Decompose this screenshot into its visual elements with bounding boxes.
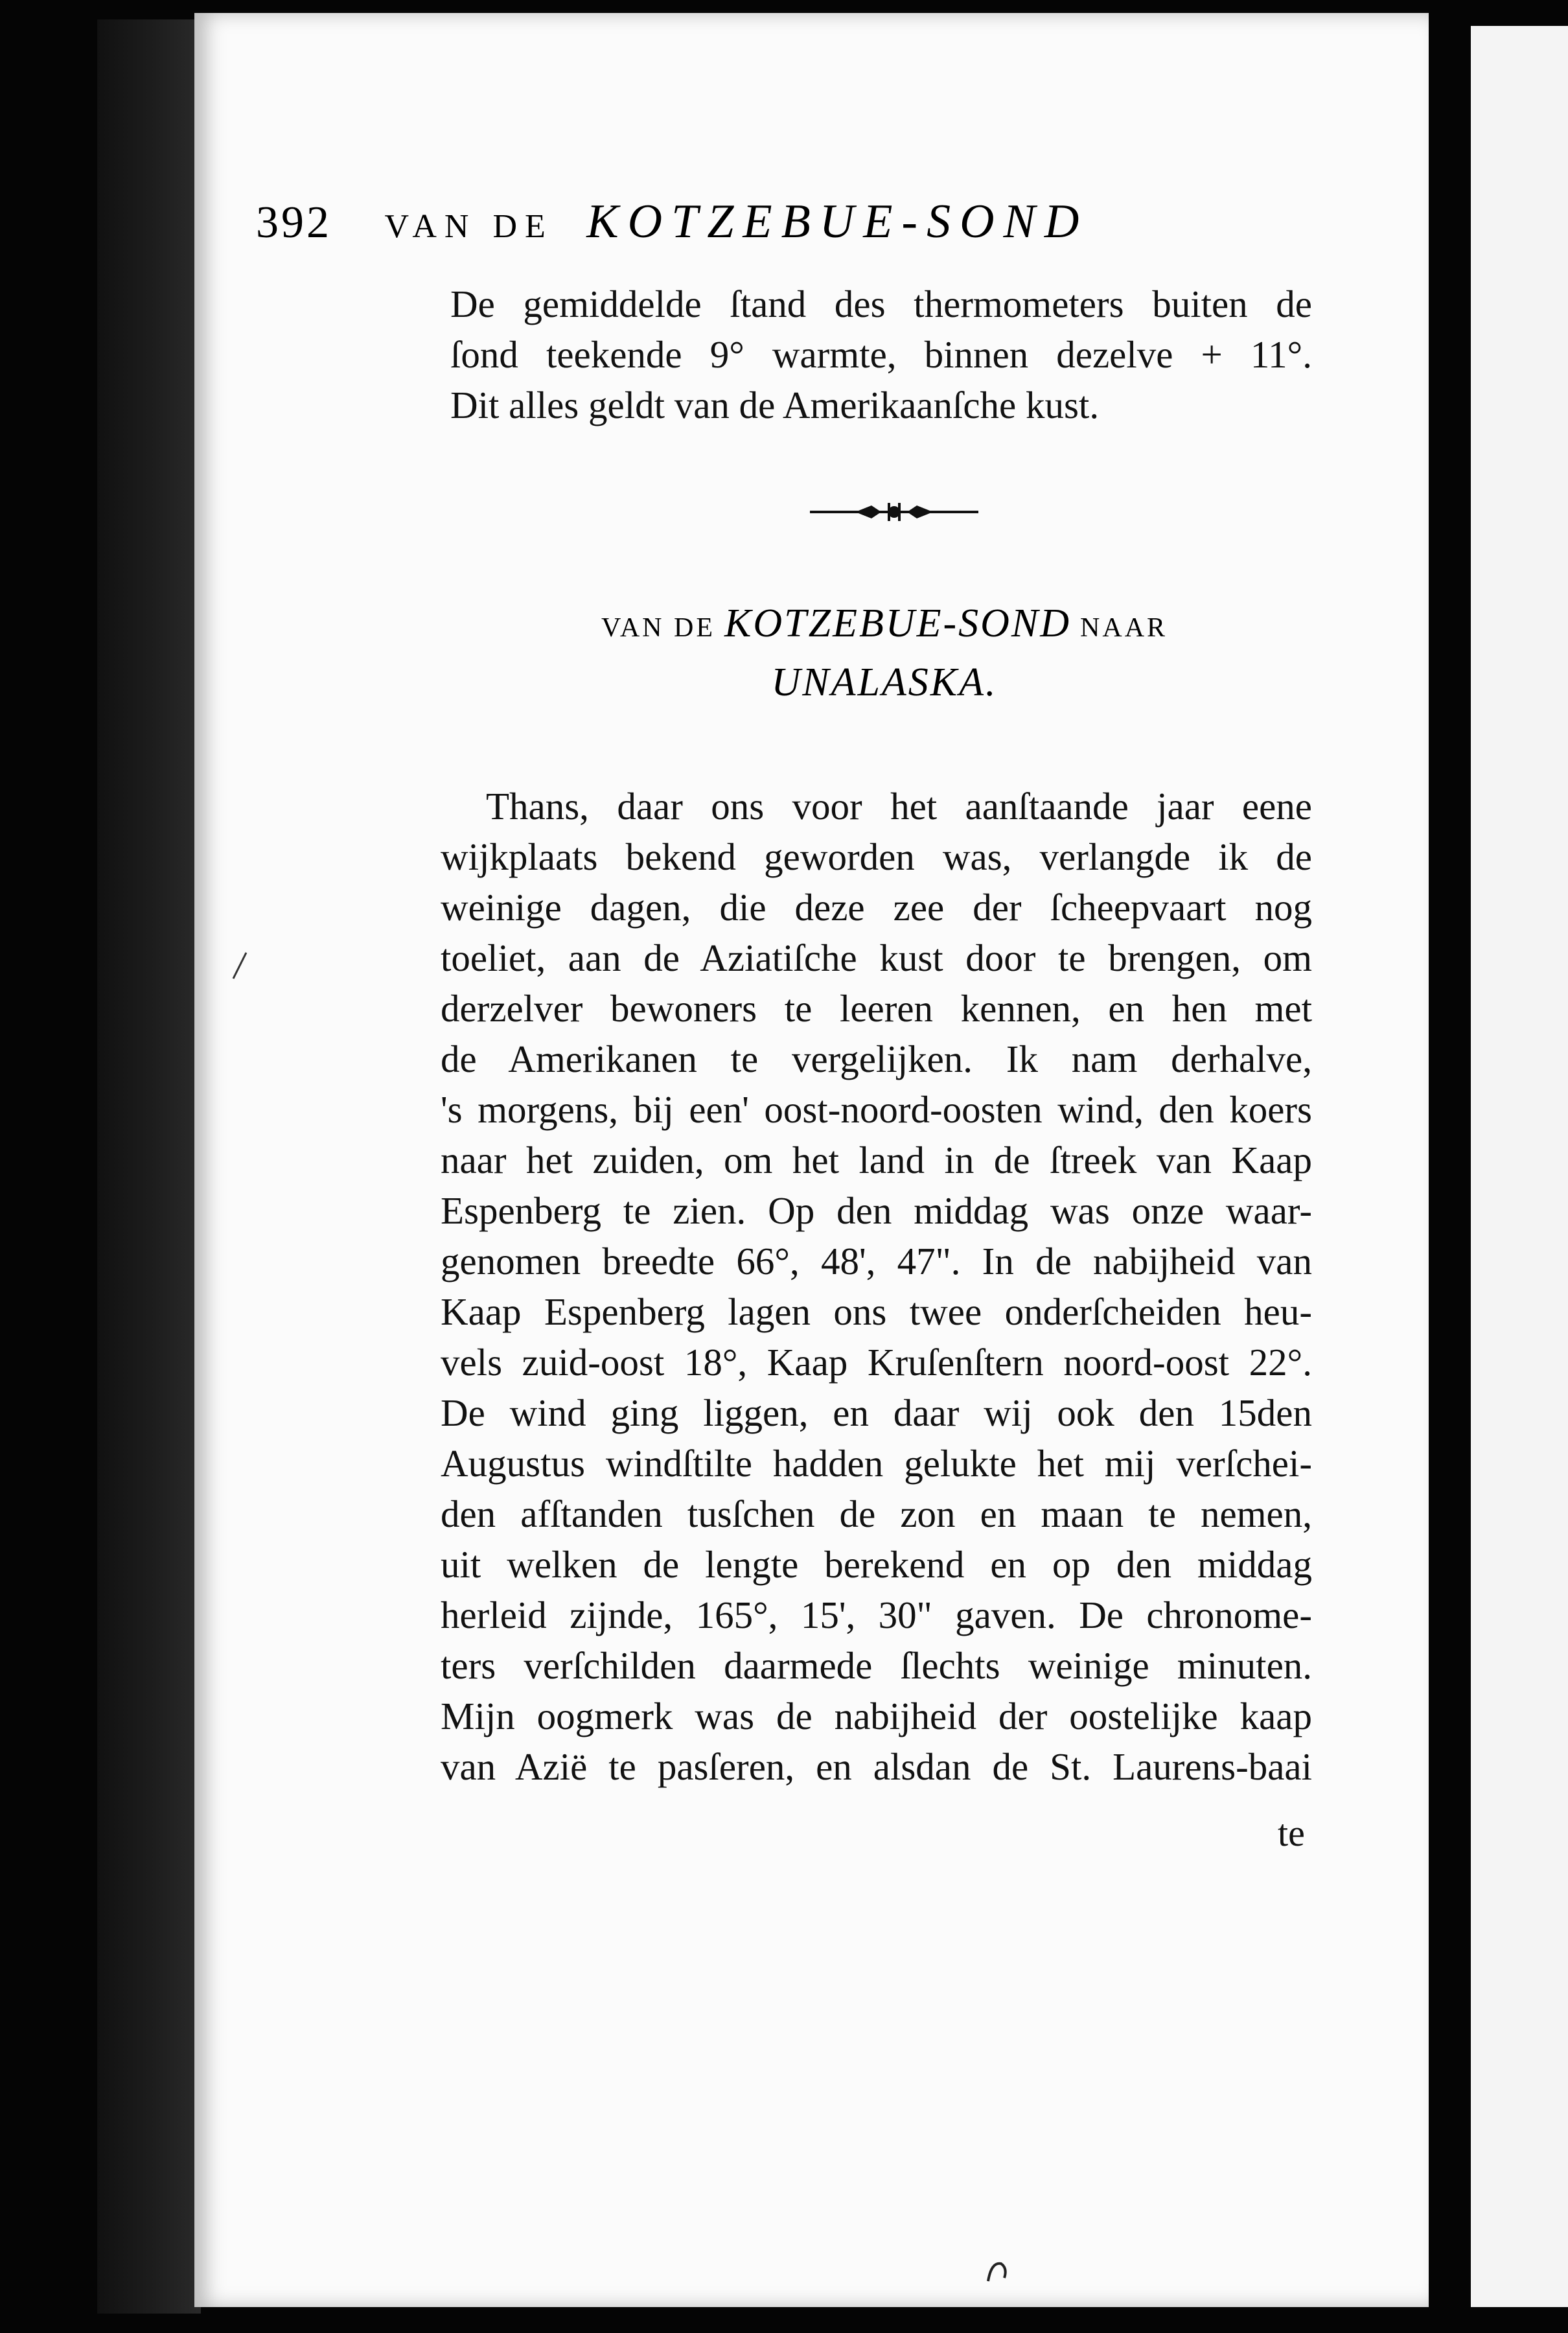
text-line: naar het zuiden, om het land in de ſtreek van Kaap: [441, 1139, 1312, 1181]
body-paragraph: [441, 781, 1312, 1792]
book-gutter: [97, 19, 201, 2314]
text-line: weinige dagen, die deze zee der ſcheepvaart nog: [441, 886, 1312, 929]
next-page-edge: [1471, 26, 1568, 2307]
text-line: ſond teekende 9° warmte, binnen dezelve + 11°.: [450, 333, 1312, 376]
heading-line-2: UNALASKA.: [771, 660, 998, 704]
running-head: [256, 194, 1293, 259]
heading-prefix: VAN DE: [601, 613, 716, 643]
text-line: Dit alles geldt van de Amerikaanſche kust.: [450, 384, 1100, 426]
text-line: uit welken de lengte berekend en op den middag: [441, 1543, 1312, 1586]
text-line: de Amerikanen te vergelijken. Ik nam derhalve,: [441, 1038, 1312, 1080]
text-line: 's morgens, bij een' oost-noord-oosten wind, den koers: [441, 1088, 1312, 1131]
heading-title: KOTZEBUE-SOND: [724, 601, 1072, 645]
text-line: Augustus windſtilte hadden gelukte het mij verſchei-: [441, 1442, 1312, 1485]
text-line: Mijn oogmerk was de nabijheid der oostelijke kaap: [441, 1695, 1312, 1737]
text-line: De wind ging liggen, en daar wij ook den 15den: [441, 1391, 1312, 1434]
catchword: te: [1278, 1812, 1305, 1854]
text-line: toeliet, aan de Aziatiſche kust door te brengen, om: [441, 936, 1312, 979]
text-line: Kaap Espenberg lagen ons twee onderſcheiden heu-: [441, 1290, 1312, 1333]
text-line: wijkplaats bekend geworden was, verlangde ik de: [441, 835, 1312, 878]
text-line: De gemiddelde ſtand des thermometers buiten de: [450, 283, 1312, 325]
running-head-prefix: VAN DE: [384, 208, 553, 245]
text-line: herleid zijnde, 165°, 15', 30" gaven. De chronome-: [441, 1594, 1312, 1636]
text-line: den afſtanden tusſchen de zon en maan te nemen,: [441, 1492, 1312, 1535]
text-line: genomen breedte 66°, 48', 47". In de nabijheid van: [441, 1240, 1312, 1283]
text-line: Thans, daar ons voor het aanſtaande jaar eene: [486, 785, 1312, 828]
heading-suffix: NAAR: [1080, 613, 1168, 643]
section-heading: [454, 596, 1315, 710]
section-divider-ornament: [810, 499, 978, 525]
page-foot-smudge: [985, 2258, 1011, 2284]
top-paragraph: [450, 279, 1312, 430]
heading-line-1: [454, 596, 1315, 655]
running-head-title: KOTZEBUE-SOND: [586, 195, 1089, 248]
text-line: ters verſchilden daarmede ſlechts weinige minuten.: [441, 1644, 1312, 1687]
page-number: 392: [256, 198, 332, 248]
text-line: vels zuid-oost 18°, Kaap Kruſenſtern noord-oost 22°.: [441, 1341, 1312, 1384]
margin-pencil-mark: [230, 949, 249, 982]
text-line: derzelver bewoners te leeren kennen, en hen met: [441, 987, 1312, 1030]
text-line: Espenberg te zien. Op den middag was onze waar-: [441, 1189, 1312, 1232]
text-line: van Azië te pasſeren, en alsdan de St. Laurens-baai: [441, 1745, 1312, 1788]
